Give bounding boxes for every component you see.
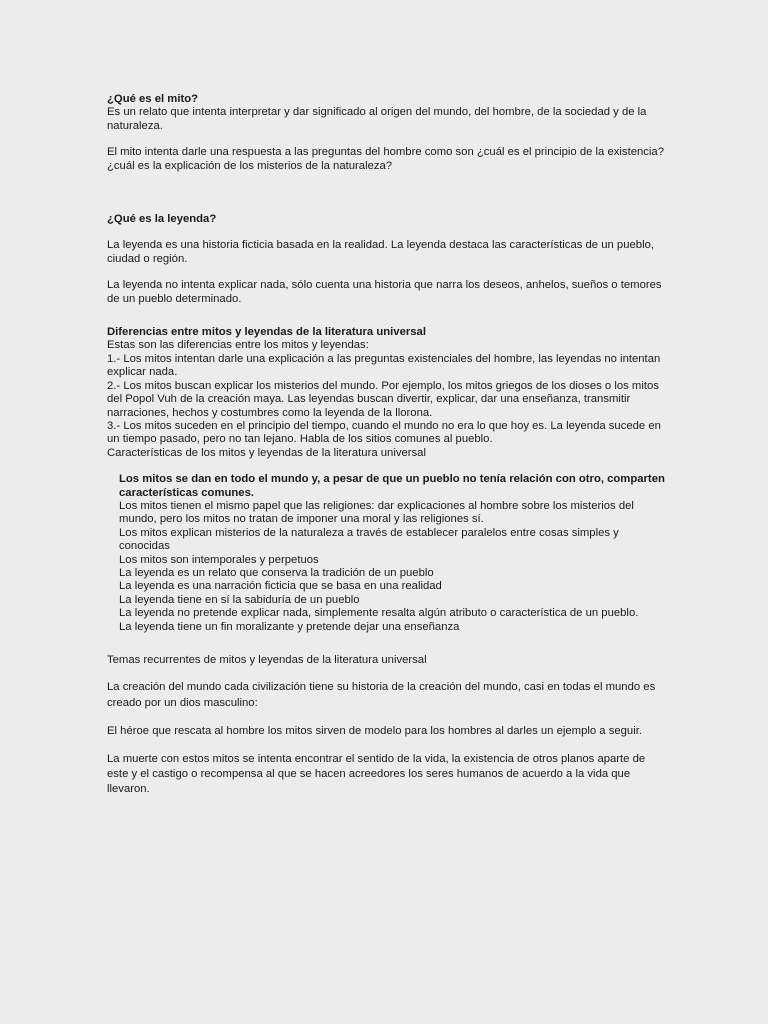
heading-que-es-el-mito: ¿Qué es el mito?	[107, 93, 199, 105]
bold-statement: Los mitos se dan en todo el mundo y, a pesar de que un pueblo no tenía relación con otro, comparten características comunes.	[119, 473, 665, 499]
paragraph: La leyenda es una historia ficticia basada en la realidad. La leyenda destaca las características de un pueblo, ciudad o región.	[107, 239, 654, 265]
heading-diferencias: Diferencias entre mitos y leyendas de la literatura universal	[107, 326, 426, 339]
document-body	[107, 93, 667, 798]
heading-temas-recurrentes: Temas recurrentes de mitos y leyendas de la literatura universal	[107, 654, 427, 666]
feature-line: La leyenda tiene en sí la sabiduría de un pueblo	[119, 593, 360, 606]
feature-line: Los mitos tienen el mismo papel que las religiones: dar explicaciones al hombre sobre los misterios del mundo, pero los mitos no tratan de imponer una moral y las religiones sí.	[119, 499, 634, 526]
paragraph: Estas son las diferencias entre los mitos y leyendas:	[107, 339, 369, 352]
paragraph: La muerte con estos mitos se intenta encontrar el sentido de la vida, la existencia de otros planos aparte de este y el castigo o recompensa al que se hacen acreedores los seres humanos de acuerdo a la vida que llevaron.	[107, 753, 646, 796]
heading-que-es-la-leyenda: ¿Qué es la leyenda?	[107, 213, 217, 226]
list-item: 2.- Los mitos buscan explicar los misterios del mundo. Por ejemplo, los mitos griegos de los dioses o los mitos del Popol Vuh de la creación maya. Las leyendas buscan divertir, explicar, dar una enseñanza, transmitir narraciones, hechos y costumbres como la leyenda de la llorona.	[107, 379, 659, 419]
feature-line: La leyenda tiene un fin moralizante y pretende dejar una enseñanza	[119, 620, 460, 633]
feature-line: La leyenda es un relato que conserva la tradición de un pueblo	[119, 566, 434, 579]
paragraph: La creación del mundo cada civilización tiene su historia de la creación del mundo, casi en todas el mundo es creado por un dios masculino:	[107, 681, 656, 709]
feature-line: Los mitos son intemporales y perpetuos	[119, 553, 319, 566]
paragraph: El mito intenta darle una respuesta a las preguntas del hombre como son ¿cuál es el principio de la existencia? ¿cuál es la explicación de los misterios de la naturaleza?	[107, 146, 665, 172]
list-item: 1.- Los mitos intentan darle una explicación a las preguntas existenciales del hombre, las leyendas no intentan explicar nada.	[107, 352, 661, 379]
paragraph: Características de los mitos y leyendas de la literatura universal	[107, 446, 426, 459]
feature-line: La leyenda no pretende explicar nada, simplemente resalta algún atributo o característica de un pueblo.	[119, 607, 639, 620]
feature-line: La leyenda es una narración ficticia que se basa en una realidad	[119, 580, 442, 593]
paragraph: La leyenda no intenta explicar nada, sólo cuenta una historia que narra los deseos, anhelos, sueños o temores de un pueblo determinado.	[107, 279, 662, 305]
paragraph: El héroe que rescata al hombre los mitos sirven de modelo para los hombres al darles un ejemplo a seguir.	[107, 724, 643, 737]
list-item: 3.- Los mitos suceden en el principio del tiempo, cuando el mundo no era lo que hoy es. La leyenda sucede en un tiempo pasado, pero no tan lejano. Habla de los sitios comunes al pueblo.	[107, 419, 661, 446]
feature-line: Los mitos explican misterios de la naturaleza a través de establecer paralelos entre cosas simples y conocidas	[119, 526, 619, 553]
paragraph: Es un relato que intenta interpretar y dar significado al origen del mundo, del hombre, de la sociedad y de la naturaleza.	[107, 106, 647, 132]
